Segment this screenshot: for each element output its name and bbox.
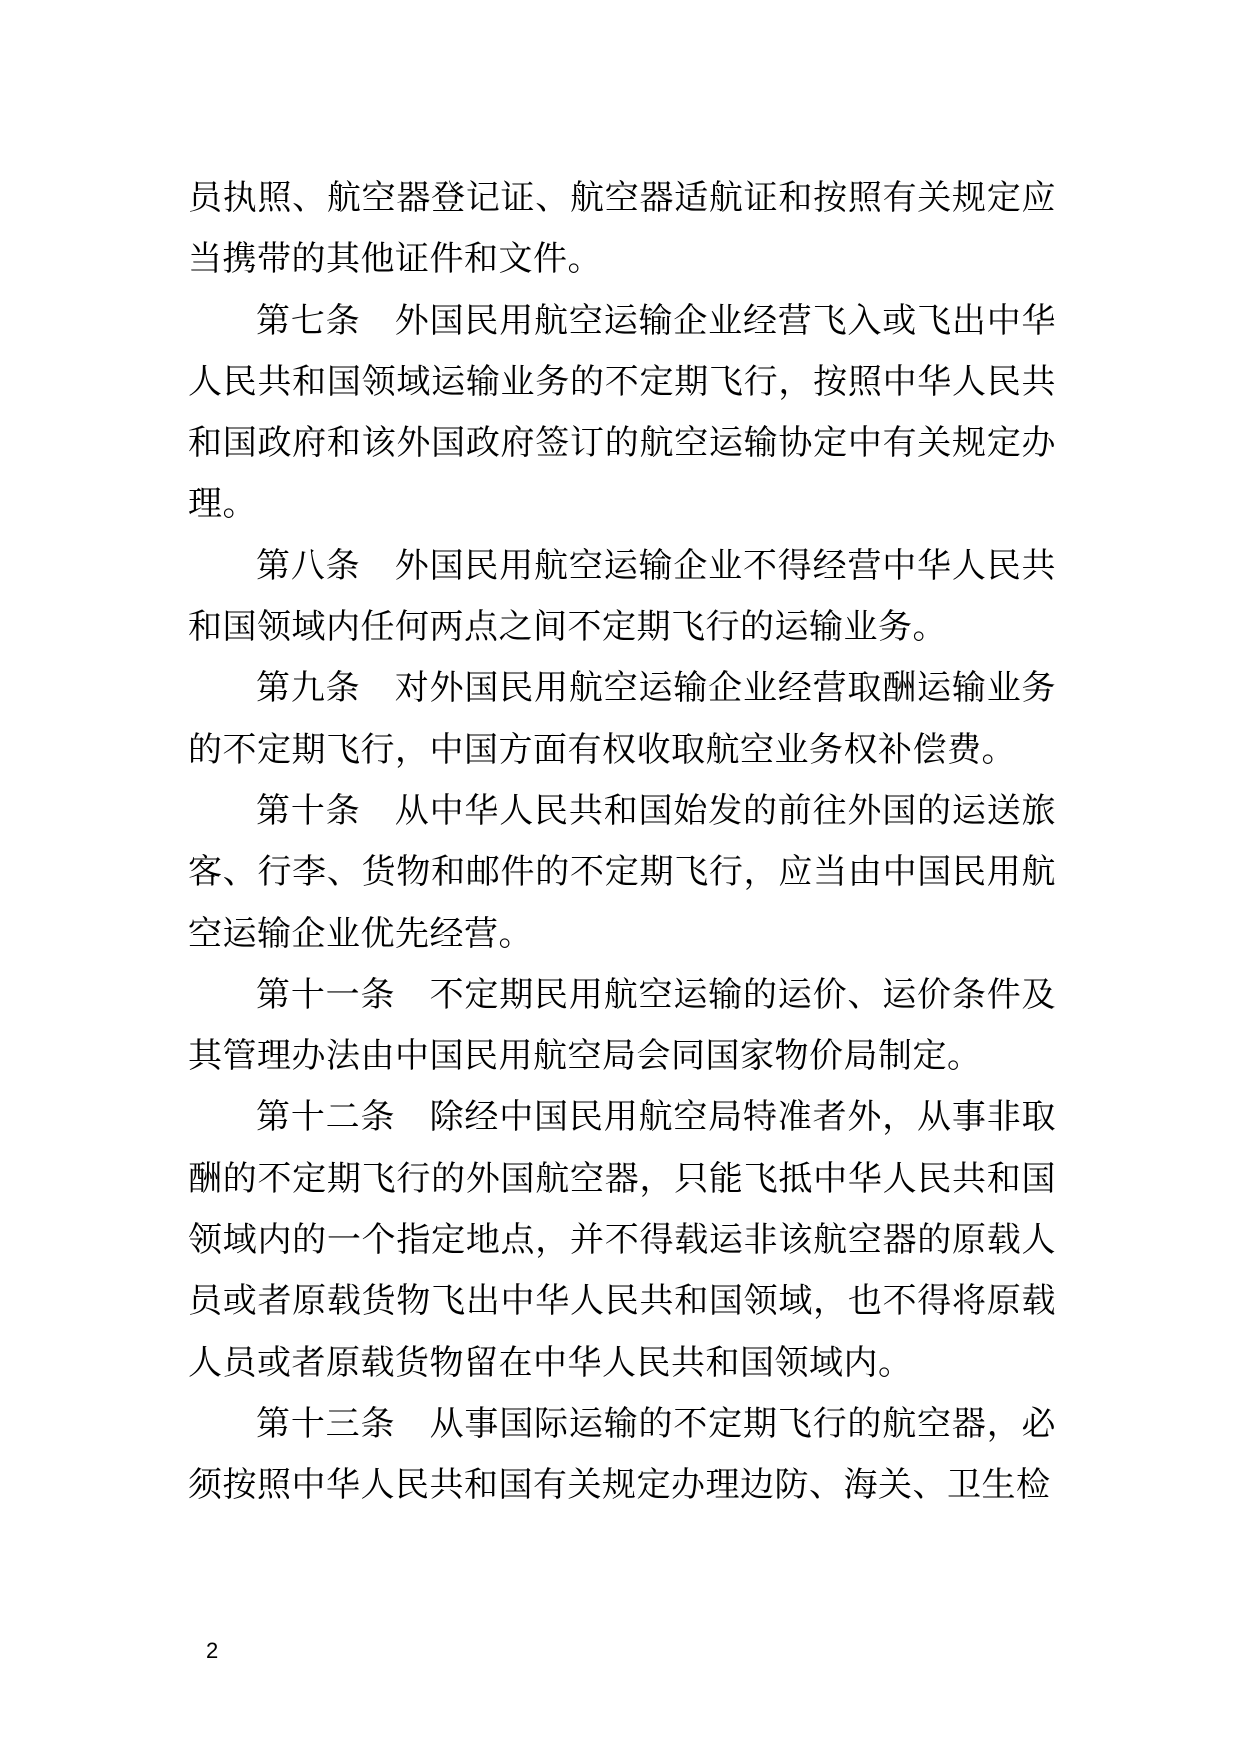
article-text: 从事国际运输的不定期飞行的航空器，必须按照中华人民共和国有关规定办理边防、海关、卫生检: [188, 1403, 1057, 1506]
article-number: 第十三条: [256, 1403, 396, 1444]
article-text: 外国民用航空运输企业经营飞入或飞出中华人民共和国领域运输业务的不定期飞行，按照中华人民共和国政府和该外国政府签订的航空运输协定中有关规定办理。: [188, 300, 1057, 525]
article-number: 第九条: [256, 668, 361, 709]
article-8: [188, 536, 1056, 659]
paragraph-text: 员执照、航空器登记证、航空器适航证和按照有关规定应当携带的其他证件和文件。: [188, 178, 1056, 280]
page-number: 2: [206, 1638, 219, 1663]
article-number: 第十一条: [256, 974, 396, 1015]
article-9: [188, 658, 1056, 781]
article-12: [188, 1087, 1056, 1393]
article-text: 从中华人民共和国始发的前往外国的运送旅客、行李、货物和邮件的不定期飞行，应当由中国民用航空运输企业优先经营。: [188, 790, 1057, 954]
article-number: 第十条: [256, 790, 361, 831]
article-number: 第八条: [256, 545, 361, 586]
document-body: [188, 168, 1056, 1517]
article-number: 第十二条: [256, 1097, 396, 1138]
article-13: [188, 1394, 1056, 1517]
article-11: [188, 965, 1056, 1088]
article-text: 对外国民用航空运输企业经营取酬运输业务的不定期飞行，中国方面有权收取航空业务权补偿费。: [188, 668, 1057, 770]
article-number: 第七条: [256, 300, 361, 341]
paragraph-continuation: [188, 168, 1056, 291]
article-10: [188, 781, 1056, 965]
article-text: 外国民用航空运输企业不得经营中华人民共和国领域内任何两点之间不定期飞行的运输业务。: [188, 545, 1057, 648]
article-7: [188, 291, 1056, 536]
article-text: 除经中国民用航空局特准者外，从事非取酬的不定期飞行的外国航空器，只能飞抵中华人民共和国领域内的一个指定地点，并不得载运非该航空器的原载人员或者原载货物飞出中华人民共和国领域，也不得将原载人员或者原载货物留在中华人民共和国领域内。: [188, 1097, 1057, 1383]
article-text: 不定期民用航空运输的运价、运价条件及其管理办法由中国民用航空局会同国家物价局制定。: [188, 974, 1057, 1077]
